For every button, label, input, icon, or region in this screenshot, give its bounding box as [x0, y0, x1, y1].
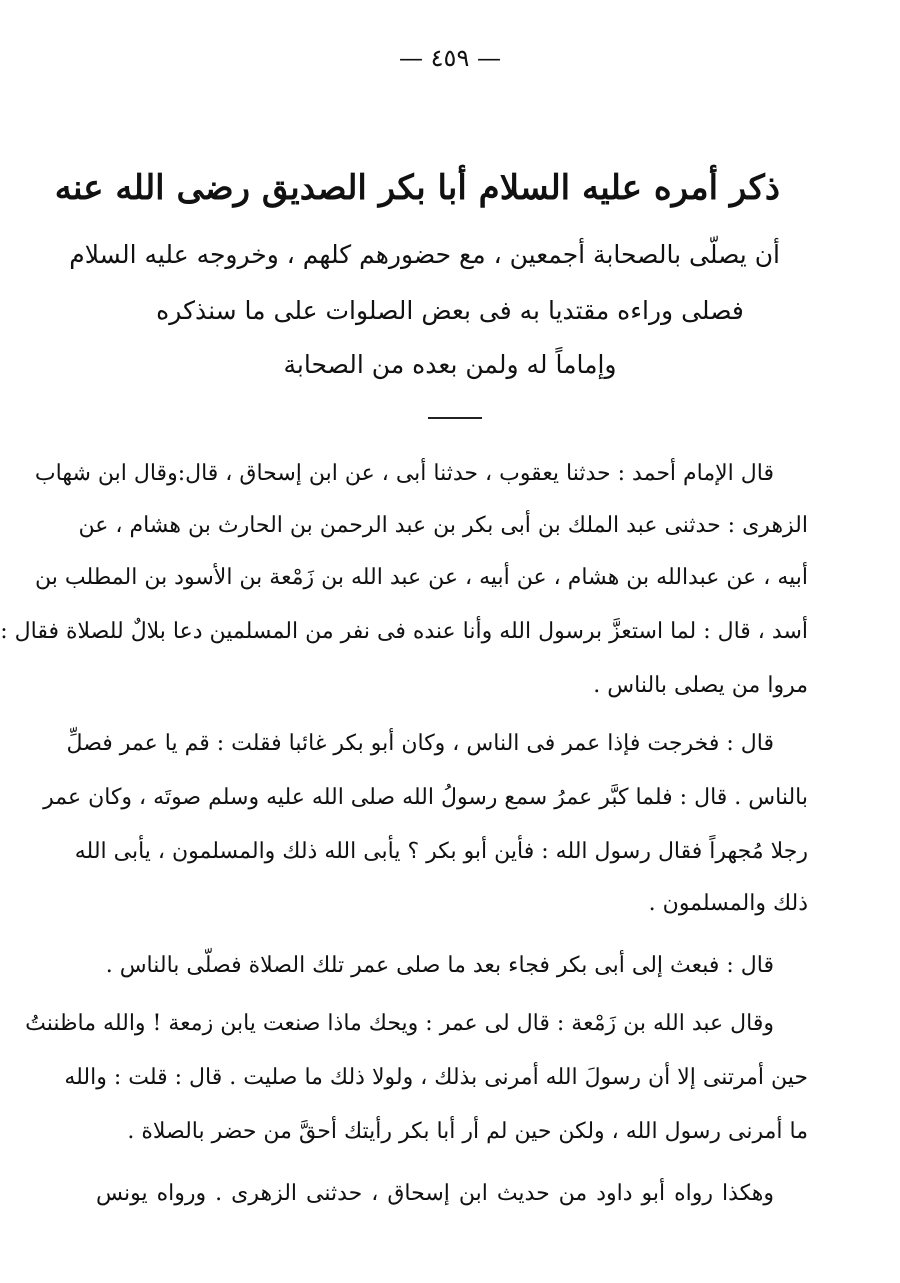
body-line: وهكذا رواه أبو داود من حديث ابن إسحاق ، حدثنى الزهرى . ورواه يونس	[96, 1181, 775, 1206]
body-line: أسد ، قال : لما استعزَّ برسول الله وأنا عنده فى نفر من المسلمين دعا بلالٌ للصلاة فقال :	[0, 619, 808, 644]
body-line: الزهرى : حدثنى عبد الملك بن أبى بكر بن عبد الرحمن بن الحارث بن هشام ، عن	[78, 513, 808, 538]
body-line: قال : فبعث إلى أبى بكر فجاء بعد ما صلى عمر تلك الصلاة فصلّى بالناس .	[105, 953, 774, 978]
section-divider	[428, 417, 482, 419]
body-line: مروا من يصلى بالناس .	[593, 673, 808, 698]
body-line: رجلا مُجهراً فقال رسول الله : فأين أبو بكر ؟ يأبى الله ذلك والمسلمون ، يأبى الله	[74, 839, 808, 864]
chapter-subtitle-line-3: وإماماً له ولمن بعده من الصحابة	[283, 350, 617, 379]
chapter-title: ذكر أمره عليه السلام أبا بكر الصديق رضى الله عنه	[54, 168, 780, 208]
body-line: بالناس . قال : فلما كبَّر عمرُ سمع رسولُ الله صلى الله عليه وسلم صوتَه ، وكان عمر	[43, 785, 808, 810]
body-line: ذلك والمسلمون .	[648, 891, 808, 916]
chapter-subtitle-line-2: فصلى وراءه مقتديا به فى بعض الصلوات على ما سنذكره	[156, 296, 744, 325]
body-line: حين أمرتنى إلا أن رسولَ الله أمرنى بذلك ، ولولا ذلك ما صليت . قال : قلت : والله	[64, 1065, 808, 1090]
body-line: ما أمرنى رسول الله ، ولكن حين لم أر أبا بكر رأيتك أحقَّ من حضر بالصلاة .	[127, 1119, 808, 1144]
body-line: قال : فخرجت فإذا عمر فى الناس ، وكان أبو بكر غائبا فقلت : قم يا عمر فصلِّ	[66, 731, 774, 756]
page-number: — ٤٥٩ —	[399, 44, 501, 72]
body-line: أبيه ، عن عبدالله بن هشام ، عن أبيه ، عن عبد الله بن زَمْعة بن الأسود بن المطلب بن	[35, 565, 808, 590]
body-line: قال الإمام أحمد : حدثنا يعقوب ، حدثنا أبى ، عن ابن إسحاق ، قال:وقال ابن شهاب	[34, 461, 774, 486]
body-line: وقال عبد الله بن زَمْعة : قال لى عمر : ويحك ماذا صنعت يابن زمعة ! والله ماظننتُ	[25, 1011, 774, 1036]
chapter-subtitle-line-1: أن يصلّى بالصحابة أجمعين ، مع حضورهم كلهم ، وخروجه عليه السلام	[69, 240, 780, 269]
